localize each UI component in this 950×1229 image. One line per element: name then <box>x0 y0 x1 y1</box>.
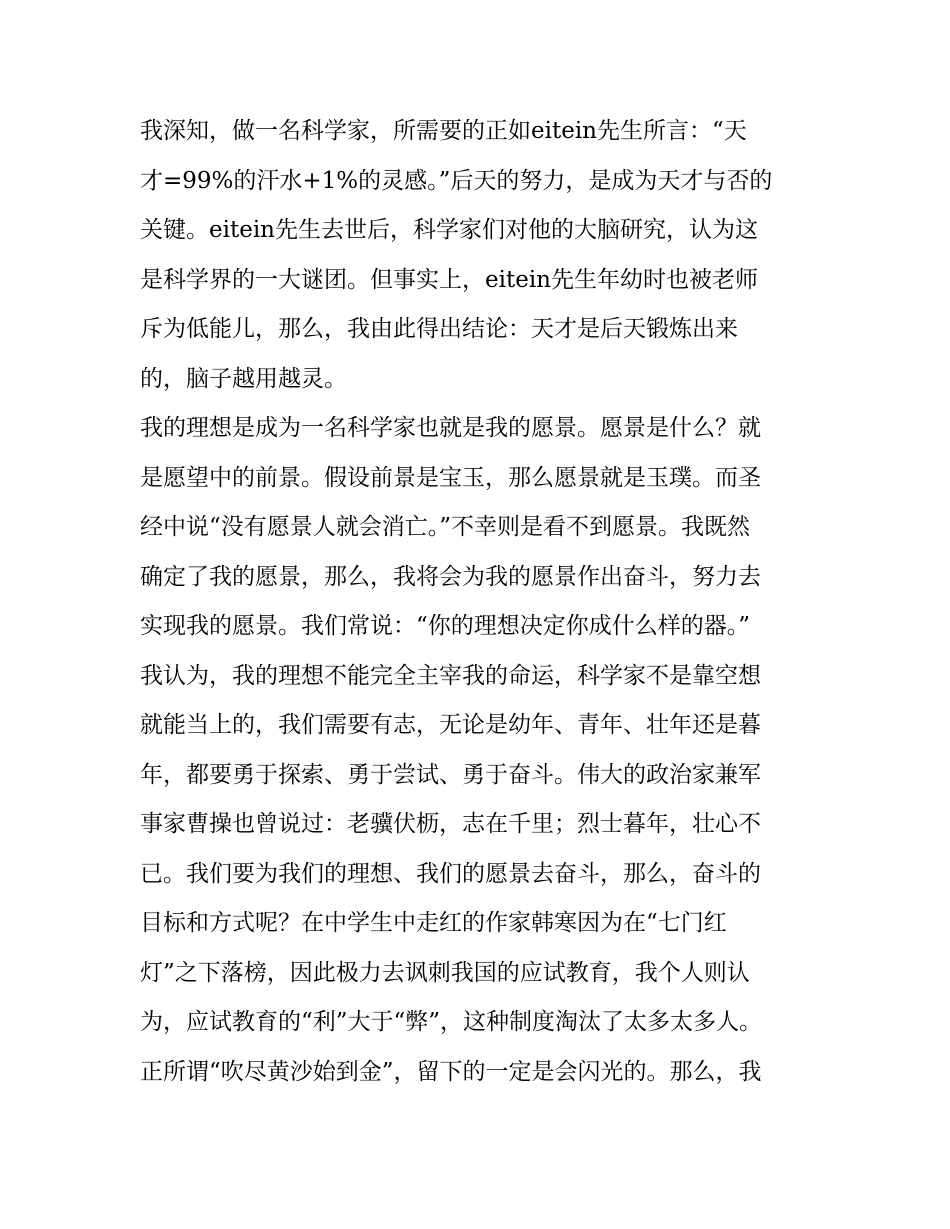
essay-body <box>140 107 820 1097</box>
text-line: 关键。eitein先生去世后，科学家们对他的大脑研究，认为这 <box>140 217 758 243</box>
text-line: 年，都要勇于探索、勇于尝试、勇于奋斗。伟大的政治家兼军 <box>140 761 761 788</box>
text-line: 事家曹操也曾说过：老骥伏枥，志在千里；烈士暮年，壮心不 <box>140 811 761 837</box>
text-line: 才=99%的汗水+1%的灵感。”后天的努力，是成为天才与否的 <box>140 167 773 194</box>
text-line: 正所谓“吹尽黄沙始到金”，留下的一定是会闪光的。那么，我 <box>140 1058 762 1085</box>
text-line: 我的理想是成为一名科学家也就是我的愿景。愿景是什么？就 <box>140 415 761 441</box>
text-line: 是愿望中的前景。假设前景是宝玉，那么愿景就是玉璞。而圣 <box>140 464 761 491</box>
text-line: 就能当上的，我们需要有志，无论是幼年、青年、壮年还是暮 <box>140 712 761 738</box>
text-line: 是科学界的一大谜团。但事实上，eitein先生年幼时也被老师 <box>140 266 758 293</box>
text-line: 我认为，我的理想不能完全主宰我的命运，科学家不是靠空想 <box>140 662 761 689</box>
text-line: 目标和方式呢？在中学生中走红的作家韩寒因为在“七门红 <box>140 910 727 936</box>
text-line: 确定了我的愿景，那么，我将会为我的愿景作出奋斗，努力去 <box>140 563 761 590</box>
text-line: 的，脑子越用越灵。 <box>140 365 347 392</box>
text-line: 斥为低能儿，那么，我由此得出结论：天才是后天锻炼出来 <box>140 316 738 342</box>
text-line: 为，应试教育的“利”大于“弊”，这种制度淘汰了太多太多人。 <box>140 1009 763 1035</box>
text-line: 实现我的愿景。我们常说：“你的理想决定你成什么样的器。” <box>140 613 751 639</box>
text-line: 经中说“没有愿景人就会消亡。”不幸则是看不到愿景。我既然 <box>140 514 751 540</box>
text-line: 已。我们要为我们的理想、我们的愿景去奋斗，那么，奋斗的 <box>140 860 761 887</box>
text-line: 灯”之下落榜，因此极力去讽刺我国的应试教育，我个人则认 <box>140 959 750 986</box>
text-line: 我深知，做一名科学家，所需要的正如eitein先生所言：“天 <box>140 118 747 144</box>
